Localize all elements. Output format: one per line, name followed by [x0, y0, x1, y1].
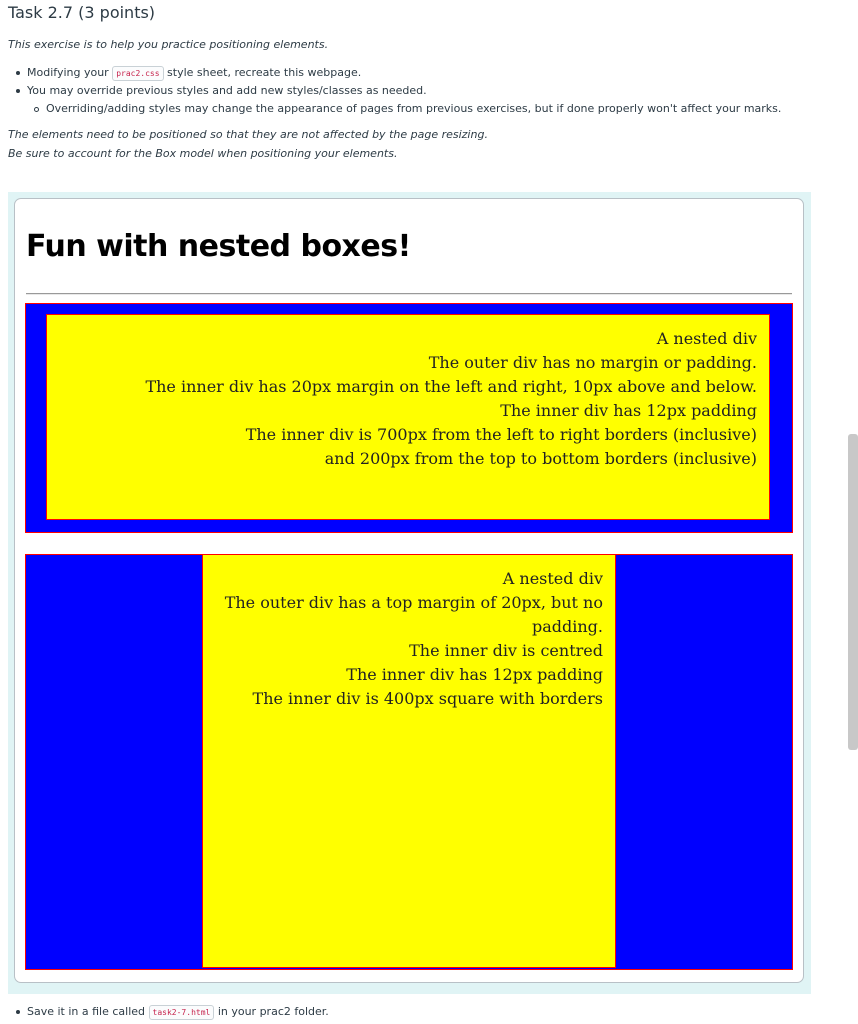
- box1-line: The inner div is 700px from the left to right borders (inclusive): [245, 425, 757, 444]
- box2-line: The inner div is centred: [409, 641, 603, 660]
- box2-line: The inner div is 400px square with borders: [252, 689, 603, 708]
- task-title: Task 2.7 (3 points): [8, 3, 156, 22]
- instruction-text: Modifying your: [27, 66, 113, 79]
- inner-div-2: [202, 555, 616, 968]
- save-instruction: [14, 1004, 329, 1020]
- html-filename-code: task2-7.html: [149, 1005, 215, 1020]
- box1-line: The inner div has 12px padding: [500, 401, 757, 420]
- demo-heading: Fun with nested boxes!: [26, 229, 411, 264]
- box2-line: A nested div: [502, 569, 603, 588]
- instruction-subitem: Overriding/adding styles may change the appearance of pages from previous exercises, but if done properly won't affect your marks.: [14, 100, 781, 118]
- box1-line: and 200px from the top to bottom borders (inclusive): [324, 449, 757, 468]
- outer-div-1: [25, 303, 793, 533]
- instruction-item: [14, 64, 781, 82]
- outer-div-2: [25, 554, 793, 970]
- instruction-item: You may override previous styles and add new styles/classes as needed.: [14, 82, 781, 100]
- instruction-text: style sheet, recreate this webpage.: [163, 66, 362, 79]
- inner-div-1: [46, 314, 770, 520]
- task-intro: This exercise is to help you practice positioning elements.: [8, 38, 329, 51]
- scrollbar-thumb[interactable]: [848, 434, 858, 750]
- positioning-note: The elements need to be positioned so that they are not affected by the page resizing.: [8, 128, 488, 141]
- box2-line: The inner div has 12px padding: [346, 665, 603, 684]
- box2-line: The outer div has a top margin of 20px, but no padding.: [224, 593, 603, 636]
- css-filename-code: prac2.css: [112, 66, 163, 81]
- demo-divider: [26, 293, 792, 295]
- box-model-note: Be sure to account for the Box model when positioning your elements.: [8, 147, 398, 160]
- box1-line: The inner div has 20px margin on the left and right, 10px above and below.: [145, 377, 757, 396]
- box1-line: A nested div: [656, 329, 757, 348]
- instruction-list: [14, 64, 781, 118]
- save-text: Save it in a file called: [27, 1005, 149, 1018]
- example-page-preview: [14, 198, 804, 983]
- box1-line: The outer div has no margin or padding.: [428, 353, 757, 372]
- save-text: in your prac2 folder.: [214, 1005, 329, 1018]
